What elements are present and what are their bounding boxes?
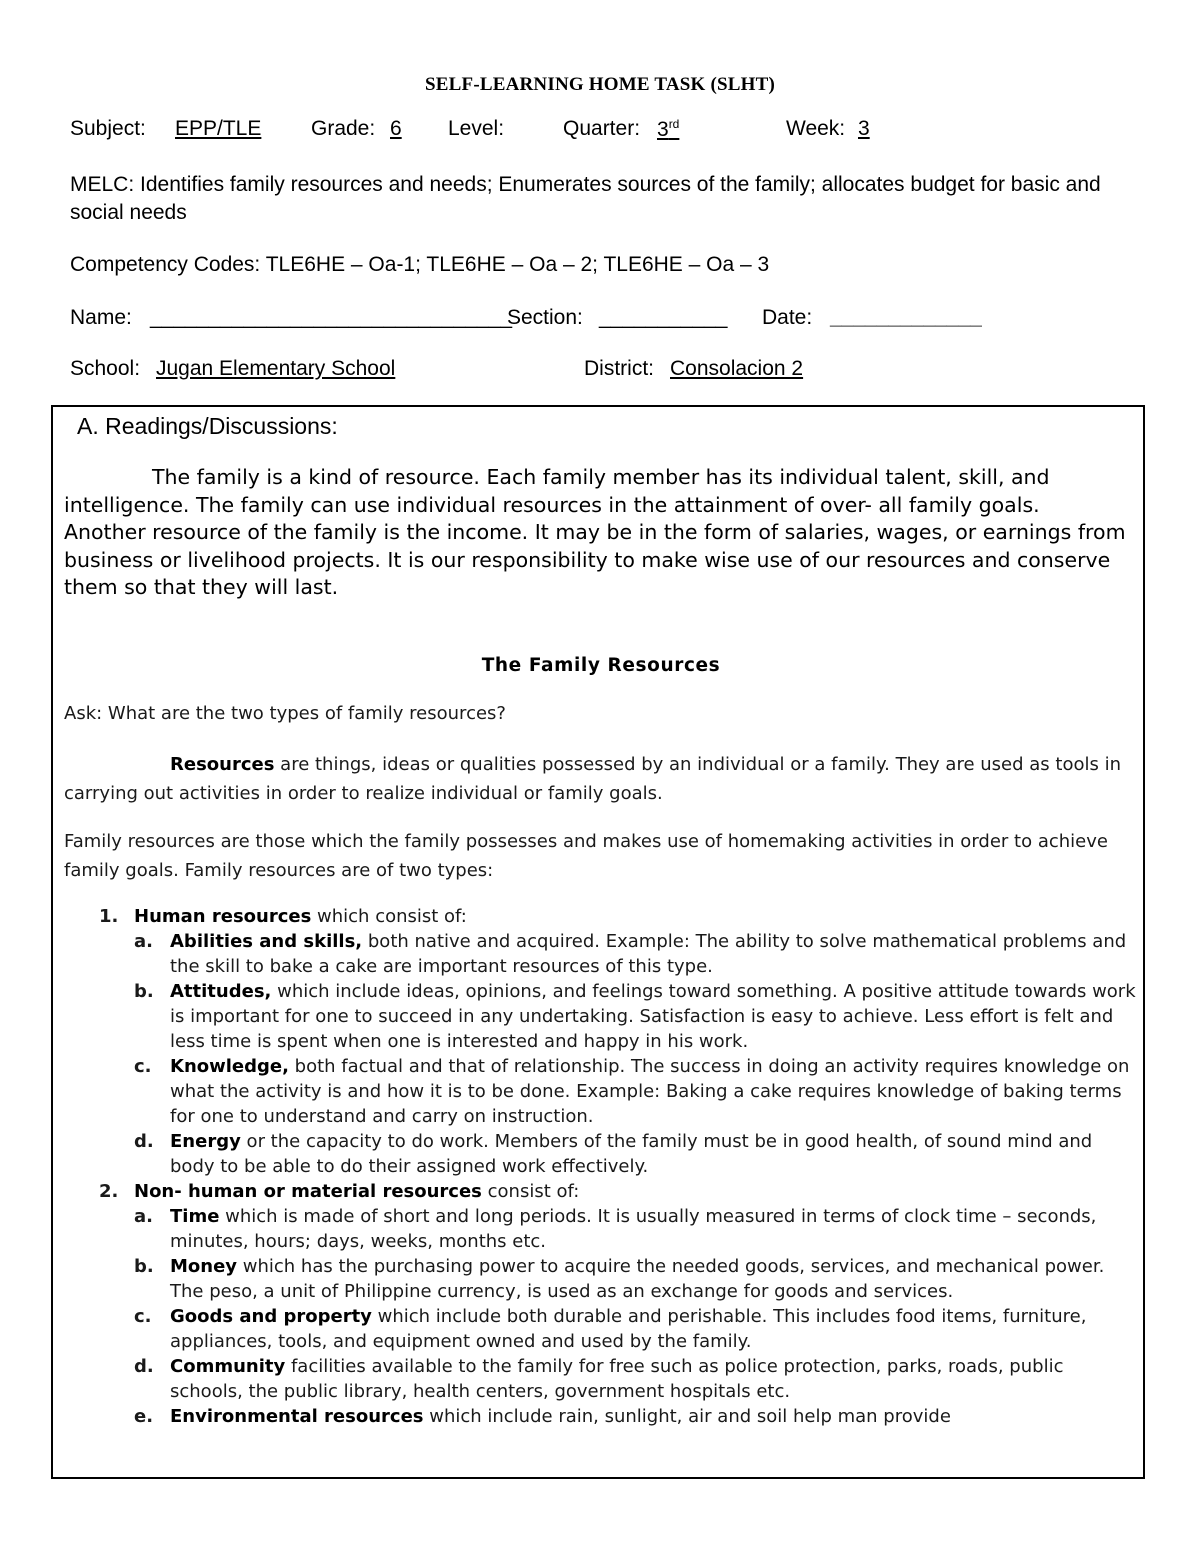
intro-paragraph-2: Another resource of the family is the income. It may be in the form of salaries, wages, or earnings from business or livelihood projects. It is our responsibility to make wise use of our resources and conserve them so that they will last.: [64, 520, 1126, 599]
list-item-money: b. Money which has the purchasing power to acquire the needed goods, services, and mechanical power. The peso, a unit of Philippine currency, is used as an exchange for goods and services.: [134, 1256, 1105, 1302]
ask-question: Ask: What are the two types of family resources?: [64, 703, 506, 724]
list-item-community: d. Community facilities available to the family for free such as police protection, parks, roads, public schools, the public library, health centers, government hospitals etc.: [134, 1356, 1064, 1402]
grade-value: 6: [390, 117, 402, 140]
subject-label: Subject:: [70, 117, 146, 140]
list-item-abilities: a. Abilities and skills, both native and acquired. Example: The ability to solve mathematical problems and the skill to bake a cake are important resources of this type.: [134, 931, 1127, 977]
date-label: Date:: [762, 306, 813, 329]
list-item-time: a. Time which is made of short and long periods. It is usually measured in terms of clock time – seconds, minutes, hours; days, weeks, months etc.: [134, 1206, 1097, 1252]
resources-definition: Resources are things, ideas or qualities possessed by an individual or a family. They are used as tools in carrying out activities in order to realize individual or family goals.: [64, 754, 1121, 804]
list-item-environmental: e. Environmental resources which include rain, sunlight, air and soil help man provide: [134, 1406, 951, 1427]
list-item-human-resources: 1. Human resources which consist of:: [99, 906, 467, 927]
level-label: Level:: [448, 117, 505, 140]
school-value: Jugan Elementary School: [156, 357, 396, 380]
resource-types-list: [64, 904, 1138, 1429]
list-item-knowledge: c. Knowledge, both factual and that of relationship. The success in doing an activity requires knowledge on what the activity is and how it is to be done. Example: Baking a cake requires knowledge of baking terms for one to understand and carry on instruction.: [134, 1056, 1130, 1127]
name-label: Name:: [70, 306, 132, 329]
section-a-title: A. Readings/Discussions:: [77, 413, 338, 439]
family-resources-paragraph: Family resources are those which the family possesses and makes use of homemaking activities in order to achieve family goals. Family resources are of two types:: [64, 831, 1108, 881]
district-label: District:: [584, 357, 654, 380]
quarter-value: 3rd: [657, 117, 680, 141]
grade-label: Grade:: [311, 117, 376, 140]
intro-paragraph-1: The family is a kind of resource. Each family member has its individual talent, skill, and intelligence. The family can use individual resources in the attainment of over- all family goals.: [64, 465, 1050, 517]
list-item-energy: d. Energy or the capacity to do work. Members of the family must be in good health, of sound mind and body to be able to do their assigned work effectively.: [134, 1131, 1093, 1177]
section-label: Section:: [507, 306, 583, 329]
list-number: 1.: [99, 906, 119, 927]
melc-text: MELC: Identifies family resources and needs; Enumerates sources of the family; allocates budget for basic and social needs: [70, 173, 1101, 224]
list-item-goods: c. Goods and property which include both durable and perishable. This includes food items, furniture, appliances, tools, and equipment owned and used by the family.: [134, 1306, 1087, 1352]
family-resources-heading: The Family Resources: [481, 655, 721, 676]
subject-value: EPP/TLE: [175, 117, 262, 140]
list-item-material-resources: 2. Non- human or material resources consist of:: [99, 1181, 580, 1202]
school-label: School:: [70, 357, 141, 380]
week-value: 3: [858, 117, 870, 140]
section-blank: ___________: [599, 306, 728, 329]
list-number: 2.: [99, 1181, 119, 1202]
quarter-label: Quarter:: [563, 117, 641, 140]
list-item-attitudes: b. Attitudes, which include ideas, opinions, and feelings toward something. A positive attitude towards work is important for one to succeed in any undertaking. Satisfaction is easy to achieve. Less effort is felt and less time is spent when one is interested and happy in his work.: [134, 981, 1136, 1052]
name-blank: _______________________________: [150, 306, 513, 329]
date-blank: _____________: [830, 306, 982, 329]
intro-text: [64, 464, 1138, 602]
district-value: Consolacion 2: [670, 357, 804, 380]
page-title: SELF-LEARNING HOME TASK (SLHT): [425, 74, 775, 95]
week-label: Week:: [786, 117, 846, 140]
readings-box: [51, 405, 1145, 1479]
competency-codes: Competency Codes: TLE6HE – Oa-1; TLE6HE – Oa – 2; TLE6HE – Oa – 3: [70, 253, 770, 276]
